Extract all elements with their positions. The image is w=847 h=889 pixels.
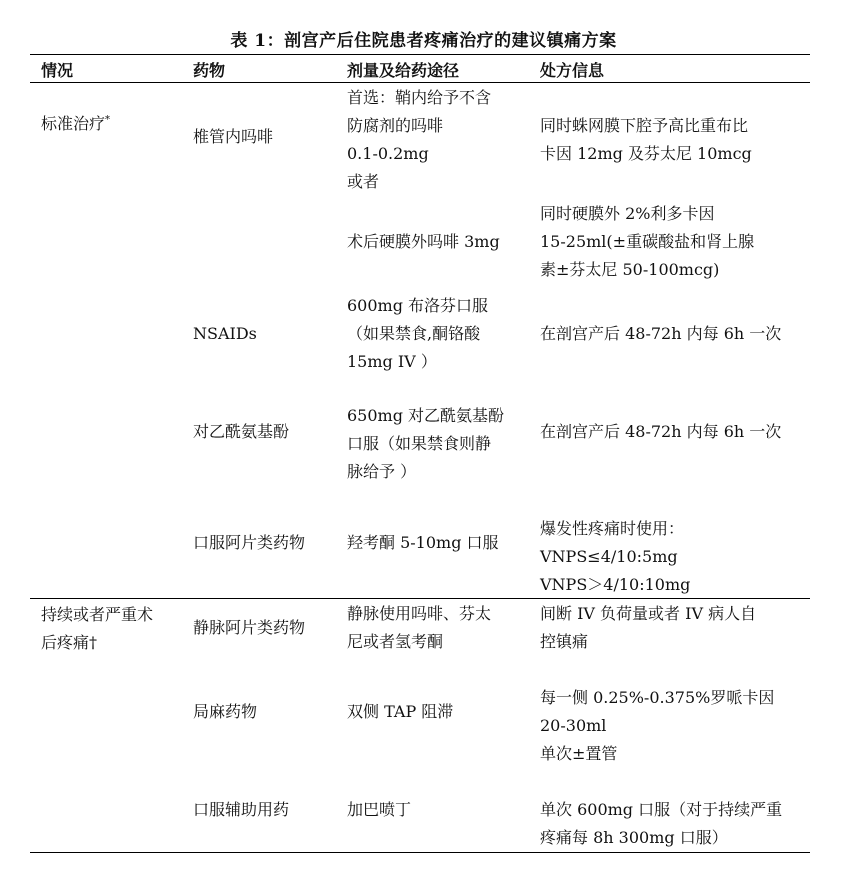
table-top-rule <box>30 54 810 55</box>
row-2-info: 在剖宫产后 48-72h 内每 6h 一次 <box>540 324 782 343</box>
row-7-info: 单次 600mg 口服（对于持续严重 疼痛每 8h 300mg 口服） <box>540 800 783 847</box>
table-bottom-rule <box>30 852 810 853</box>
group-severe-label: 持续或者严重术 后疼痛† <box>41 605 154 652</box>
header-drug: 药物 <box>193 61 226 80</box>
row-7-drug: 口服辅助用药 <box>193 800 290 819</box>
row-0-info: 同时蛛网膜下腔予高比重布比 卡因 12mg 及芬太尼 10mcg <box>540 116 752 163</box>
row-1-dose: 术后硬膜外吗啡 3mg <box>347 232 500 251</box>
row-0-dose: 首选：鞘内给予不含 防腐剂的吗啡 0.1-0.2mg 或者 <box>347 88 492 191</box>
row-7-dose: 加巴喷丁 <box>347 800 412 819</box>
row-2-drug: NSAIDs <box>193 324 257 343</box>
group-standard <box>41 110 110 138</box>
row-6-info: 每一侧 0.25%-0.375%罗哌卡因 20-30ml 单次±置管 <box>540 688 775 763</box>
row-2-dose: 600mg 布洛芬口服 （如果禁食,酮铬酸 15mg IV ） <box>347 296 489 371</box>
header-dose: 剂量及给药途径 <box>347 61 460 80</box>
group-standard-mark: * <box>105 114 111 126</box>
row-1-info: 同时硬膜外 2%利多卡因 15-25ml(±重碳酸盐和肾上腺 素±芬太尼 50-100mcg) <box>540 204 755 279</box>
row-5-dose: 静脉使用吗啡、芬太 尼或者氢考酮 <box>347 604 492 651</box>
row-4-info: 爆发性疼痛时使用： VNPS≤4/10:5mg VNPS＞4/10:10mg <box>540 519 691 594</box>
row-0-drug: 椎管内吗啡 <box>193 127 274 146</box>
header-condition: 情况 <box>41 61 74 80</box>
row-4-drug: 口服阿片类药物 <box>193 533 306 552</box>
group-separator-rule <box>30 598 810 599</box>
row-3-dose: 650mg 对乙酰氨基酚 口服（如果禁食则静 脉给予 ） <box>347 406 505 481</box>
row-6-dose: 双侧 TAP 阻滞 <box>347 702 454 721</box>
header-rule <box>30 82 810 83</box>
row-3-drug: 对乙酰氨基酚 <box>193 422 290 441</box>
row-4-dose: 羟考酮 5-10mg 口服 <box>347 533 499 552</box>
row-6-drug: 局麻药物 <box>193 702 258 721</box>
row-5-drug: 静脉阿片类药物 <box>193 618 306 637</box>
group-standard-label: 标准治疗 <box>41 114 106 133</box>
row-3-info: 在剖宫产后 48-72h 内每 6h 一次 <box>540 422 782 441</box>
table-title: 表 1：剖宫产后住院患者疼痛治疗的建议镇痛方案 <box>230 31 617 51</box>
header-info: 处方信息 <box>540 61 605 80</box>
row-5-info: 间断 IV 负荷量或者 IV 病人自 控镇痛 <box>540 604 757 651</box>
